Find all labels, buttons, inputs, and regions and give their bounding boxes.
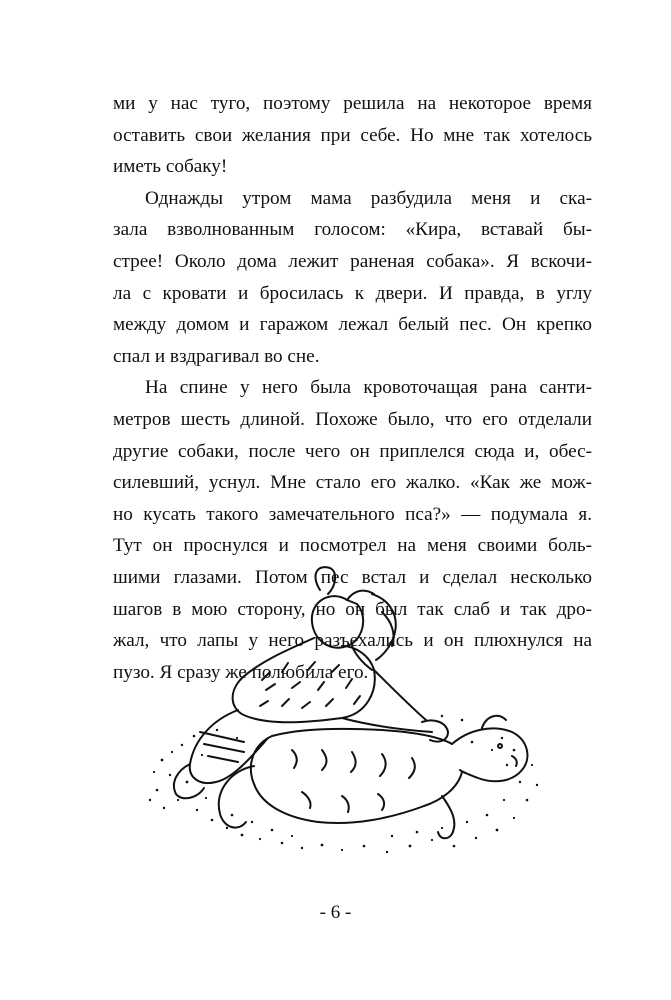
girl-and-dog-illustration [142,560,542,860]
text-line: Тут он проснулся и посмотрел на меня своими боль- [113,535,592,557]
text-line: но кусать такого замечательного пса?» — подумала я. [113,503,592,525]
text-line: жал, что лапы у него разъехались и он плюхнулся на [113,630,592,652]
text-line: Однажды утром мама разбудила меня и ска- [145,187,592,209]
text-line: метров шесть длиной. Похоже было, что его отделали [113,408,592,430]
text-line: шагов в мою сторону, но он был так слаб и так дро- [113,598,592,620]
text-line: спал и вздрагивал во сне. [113,345,320,367]
text-line: силевший, уснул. Мне стало его жалко. «Как же мож- [113,472,592,494]
text-line: оставить свои желания при себе. Но мне так хотелось [113,124,592,146]
dog-figure [219,716,528,838]
text-line: ла с кровати и бросилась к двери. И правда, в углу [113,282,592,304]
girl-figure [174,567,432,798]
text-line: стрее! Около дома лежит раненая собака». Я вскочи- [113,250,592,272]
text-line: пузо. Я сразу же полюбила его. [113,661,369,683]
text-line: между домом и гаражом лежал белый пес. Он крепко [113,314,592,336]
text-line: зала взволнованным голосом: «Кира, вставай бы- [113,219,592,241]
text-line: иметь собаку! [113,156,228,178]
page-number: - 6 - [319,902,352,923]
text-line: другие собаки, после чего он приплелся сюда и, обес- [113,440,592,462]
text-line: ми у нас туго, поэтому решила на некоторое время [113,93,592,114]
text-line: На спине у него была кровоточащая рана санти- [145,377,592,399]
text-line: шими глазами. Потом пес встал и сделал несколько [113,566,592,588]
